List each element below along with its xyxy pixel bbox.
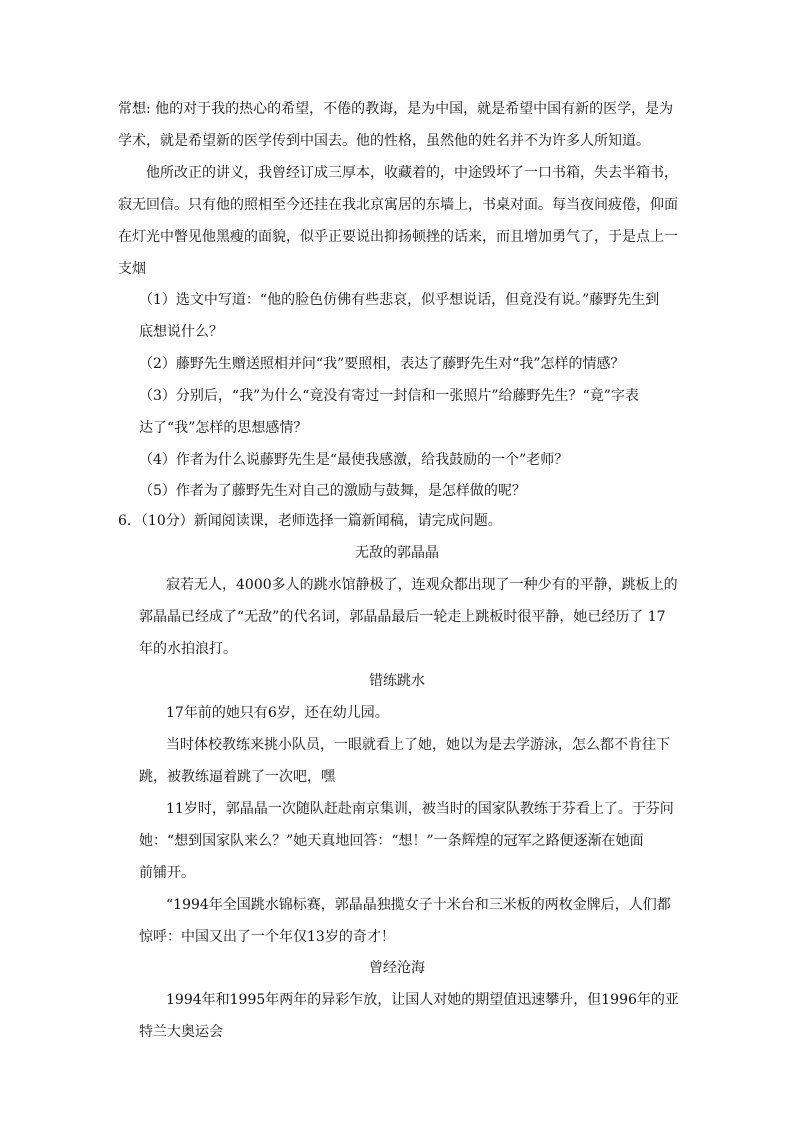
- article-line: 郭晶晶已经成了“无敌”的代名词，郭晶晶最后一轮走上跳板时很平静，她已经历了 17: [139, 609, 666, 625]
- article-line: 特兰大奥运会: [139, 1024, 223, 1040]
- article-title: 无敌的郭晶晶: [355, 545, 439, 561]
- article-line: 她：“想到国家队来么？”她天真地回答：“想！”一条辉煌的冠军之路便逐渐在她面: [139, 833, 644, 849]
- question-6-heading: 6．（10分）新闻阅读课，老师选择一篇新闻稿，请完成问题。: [118, 513, 502, 529]
- passage-line: 学术，就是希望新的医学传到中国去。他的性格，虽然他的姓名并不为许多人所知道。: [118, 133, 650, 149]
- question-line: （2）藤野先生赠送照相并问“我”要照相，表达了藤野先生对“我”怎样的情感？: [139, 356, 625, 372]
- question-line: （1）选文中写道：“他的脸色仿佛有些悲哀，似乎想说话，但竟没有说。”藤野先生到: [139, 292, 660, 308]
- question-line: （5）作者为了藤野先生对自己的激励与鼓舞，是怎样做的呢？: [139, 483, 526, 499]
- article-line: 跳，被教练逼着跳了一次吧，嘿: [139, 769, 335, 785]
- article-line: 当时体校教练来挑小队员，一眼就看上了她，她以为是去学游泳，怎么都不肯往下: [166, 737, 670, 753]
- article-line: 寂若无人，4000多人的跳水馆静极了，连观众都出现了一种少有的平静，跳板上的: [166, 577, 678, 593]
- article-line: 1994年和1995年两年的异彩乍放，让国人对她的期望值迅速攀升，但1996年的亚: [166, 992, 679, 1008]
- article-line: 17年前的她只有6岁，还在幼儿园。: [166, 705, 389, 721]
- article-line: “1994年全国跳水锦标赛，郭晶晶独揽女子十米台和三米板的两枚金牌后，人们都: [166, 897, 671, 913]
- passage-line: 支烟: [118, 261, 146, 277]
- article-line: 年的水拍浪打。: [139, 641, 237, 657]
- section-heading: 错练跳水: [369, 673, 425, 689]
- section-heading: 曾经沧海: [369, 960, 425, 976]
- passage-line: 常想: 他的对于我的热心的希望，不倦的教诲，是为中国，就是希望中国有新的医学，是为: [118, 101, 674, 117]
- article-line: 11岁时，郭晶晶一次随队赶赴南京集训，被当时的国家队教练于芬看上了。于芬问: [166, 801, 674, 817]
- question-line: 底想说什么？: [139, 324, 223, 340]
- passage-line: 寂无回信。只有他的照相至今还挂在我北京寓居的东墙上，书桌对面。每当夜间疲倦，仰面: [118, 197, 678, 213]
- question-line: （4）作者为什么说藤野先生是“最使我感激，给我鼓励的一个”老师？: [139, 452, 569, 468]
- passage-line: 他所改正的讲义，我曾经订成三厚本，收藏着的，中途毁坏了一口书箱，失去半箱书，: [146, 165, 678, 181]
- article-line: 惊呼：中国又出了一个年仅13岁的奇才！: [139, 929, 395, 945]
- passage-line: 在灯光中瞥见他黑瘦的面貌，似乎正要说出抑扬顿挫的话来，而且增加勇气了，于是点上一: [118, 229, 678, 245]
- article-line: 前铺开。: [139, 865, 195, 881]
- question-line: 达了“我”怎样的思想感情？: [139, 420, 308, 436]
- question-line: （3）分别后，“我”为什么“竟没有寄过一封信和一张照片”给藤野先生？“竟”字表: [139, 388, 639, 404]
